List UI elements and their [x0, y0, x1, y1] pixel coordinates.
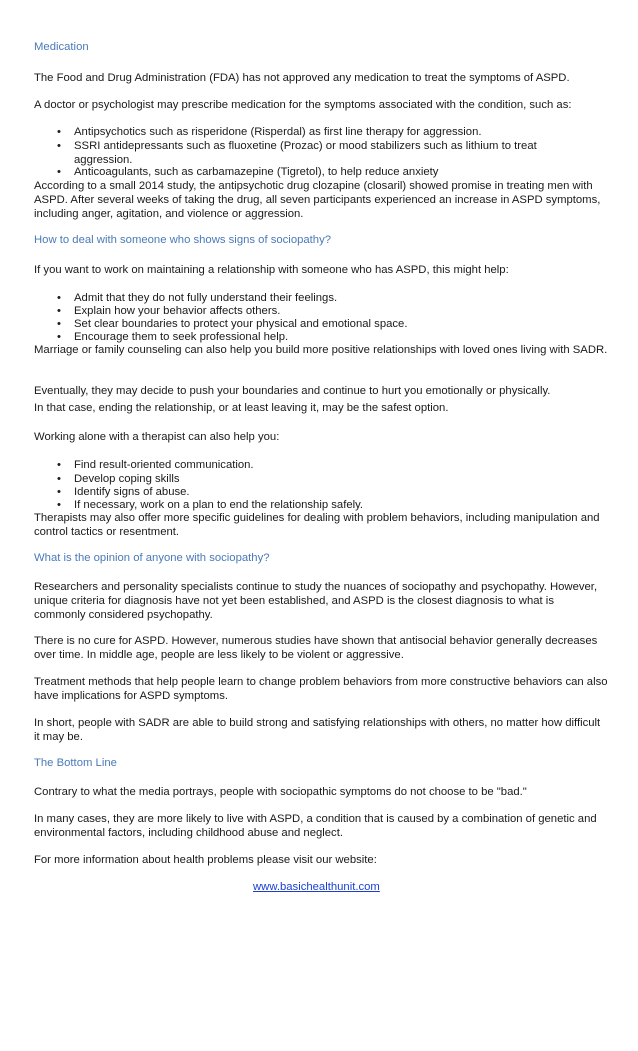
bullet-icon: • [57, 305, 61, 317]
bullet-icon: • [57, 318, 61, 330]
paragraph: In many cases, they are more likely to live with ASPD, a condition that is caused by a combination of genetic and environmental factors, including childhood abuse and neglect. [34, 813, 597, 839]
list-item: Anticoagulants, such as carbamazepine (Tigretol), to help reduce anxiety [74, 166, 439, 178]
paragraph: If you want to work on maintaining a relationship with someone who has ASPD, this might help: [34, 264, 509, 276]
section-heading-medication: Medication [34, 41, 89, 53]
paragraph: Treatment methods that help people learn to change problem behaviors from more constructive behaviors can also have implications for ASPD symptoms. [34, 676, 608, 702]
list-item: Find result-oriented communication. [74, 459, 254, 471]
bullet-icon: • [57, 166, 61, 178]
paragraph: Contrary to what the media portrays, people with sociopathic symptoms do not choose to be "bad." [34, 786, 527, 798]
section-heading-opinion: What is the opinion of anyone with sociopathy? [34, 552, 270, 564]
paragraph: For more information about health problems please visit our website: [34, 854, 377, 866]
bullet-icon: • [57, 473, 61, 485]
section-heading-bottom-line: The Bottom Line [34, 757, 117, 769]
list-item: If necessary, work on a plan to end the relationship safely. [74, 499, 364, 511]
list-item: Develop coping skills [74, 473, 180, 485]
paragraph: A doctor or psychologist may prescribe medication for the symptoms associated with the condition, such as: [34, 99, 572, 111]
paragraph: Eventually, they may decide to push your boundaries and continue to hurt you emotionally or physically. [34, 385, 551, 397]
list-item: Admit that they do not fully understand their feelings. [74, 292, 338, 304]
paragraph: There is no cure for ASPD. However, numerous studies have shown that antisocial behavior generally decreases over time. In middle age, people are less likely to be violent or aggressive. [34, 635, 598, 661]
list-item: Set clear boundaries to protect your physical and emotional space. [74, 318, 408, 330]
bullet-icon: • [57, 140, 61, 152]
paragraph: Working alone with a therapist can also help you: [34, 431, 280, 443]
bullet-icon: • [57, 486, 61, 498]
bullet-icon: • [57, 126, 61, 138]
paragraph: Therapists may also offer more specific guidelines for dealing with problem behaviors, including manipulation and control tactics or resentment. [34, 512, 600, 538]
bullet-icon: • [57, 331, 61, 343]
list-item: SSRI antidepressants such as fluoxetine (Prozac) or mood stabilizers such as lithium to treat aggression. [74, 140, 537, 166]
paragraph: In that case, ending the relationship, or at least leaving it, may be the safest option. [34, 402, 449, 414]
list-item: Identify signs of abuse. [74, 486, 190, 498]
bullet-icon: • [57, 292, 61, 304]
list-item: Encourage them to seek professional help. [74, 331, 289, 343]
list-item: Explain how your behavior affects others. [74, 305, 281, 317]
paragraph: The Food and Drug Administration (FDA) has not approved any medication to treat the symptoms of ASPD. [34, 72, 570, 84]
paragraph: Researchers and personality specialists continue to study the nuances of sociopathy and psychopathy. However, unique criteria for diagnosis have not yet been established, and ASPD is the closest diagnosis to what is commonly considered psychopathy. [34, 581, 598, 621]
paragraph: In short, people with SADR are able to build strong and satisfying relationships with others, no matter how difficult it may be. [34, 717, 601, 743]
bullet-icon: • [57, 499, 61, 511]
list-item: Antipsychotics such as risperidone (Risperdal) as first line therapy for aggression. [74, 126, 482, 138]
website-link[interactable]: www.basichealthunit.com [253, 881, 380, 893]
bullet-icon: • [57, 459, 61, 471]
section-heading-deal: How to deal with someone who shows signs of sociopathy? [34, 234, 332, 246]
paragraph: Marriage or family counseling can also help you build more positive relationships with loved ones living with SADR. [34, 344, 608, 356]
paragraph: According to a small 2014 study, the antipsychotic drug clozapine (closaril) showed promise in treating men with ASPD. After several weeks of taking the drug, all seven participants experienced an increase in ASPD symptoms, including anger, agitation, and violence or aggression. [34, 180, 601, 220]
